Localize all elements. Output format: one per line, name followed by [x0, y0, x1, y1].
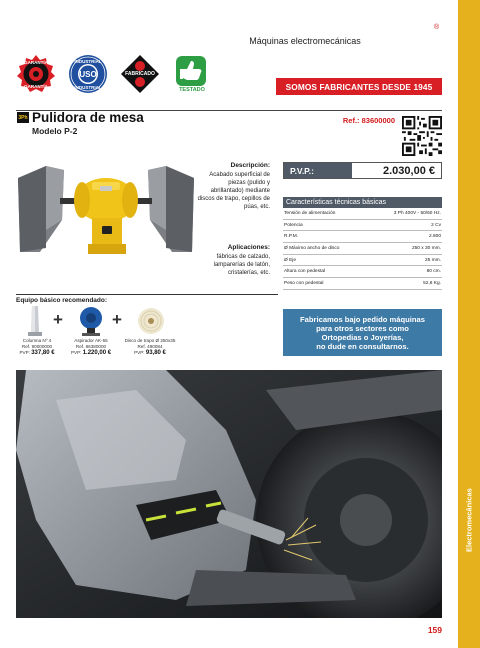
brand-tag: 3Ph: [17, 112, 29, 123]
spec-row: [283, 231, 442, 243]
description-heading: Descripción:: [230, 162, 270, 169]
uso-industrial-badge: [68, 54, 108, 94]
spec-row: [283, 243, 442, 255]
plus-icon: +: [53, 310, 63, 329]
equipment-item: [64, 338, 118, 356]
section-title: Máquinas electromecánicas: [249, 36, 361, 46]
spec-row: [283, 255, 442, 267]
equipment-item-name: Columna Nº 4: [22, 338, 52, 343]
description-text: Acabado superficial de piezas (pulido y abrillantado) mediante discos de trapo, cepillos de púas, etc.: [197, 172, 270, 210]
equipment-item-name: Aspirador AK-55: [74, 338, 108, 343]
equipment-item-name: Disco de trapo Ø 250x35: [124, 338, 176, 343]
equipment-item-price-label: PVP:: [70, 350, 82, 355]
polishing-photo: [16, 370, 442, 618]
specs-heading: Características técnicas básicas: [283, 197, 442, 208]
testado-badge: [172, 54, 212, 94]
uso-bottom-label: INDUSTRIAL: [74, 85, 102, 90]
applications-text: fábricas de calzado, lamparerías de latón, cristalerías, etc.: [213, 254, 270, 276]
aspirator-image: [78, 306, 104, 336]
spec-label: Ø Eje: [284, 257, 296, 263]
plus-icon: +: [112, 310, 122, 329]
uso-center-label: USO: [79, 70, 97, 79]
spec-row: [283, 208, 442, 220]
equipment-item-ref: Ref. 90000000: [21, 344, 53, 349]
equipment-item-price-label: PVP:: [19, 350, 30, 355]
spec-row: [283, 220, 442, 232]
spec-row: [283, 266, 442, 278]
equipment-divider: [16, 294, 278, 295]
equipment-heading: Equipo básico recomendado:: [16, 297, 108, 304]
price-label: P.V.P.:: [284, 163, 352, 178]
spec-label: Ø Máximo ancho de disco: [284, 245, 340, 251]
applications-heading: Aplicaciones:: [227, 244, 270, 251]
garantia-badge: [16, 54, 56, 94]
custom-order-callout: [283, 309, 442, 356]
product-model: Modelo P-2: [32, 126, 78, 136]
spec-label: Altura con pedestal: [284, 269, 326, 275]
side-tab-label: Electromecánicas: [464, 488, 474, 552]
spec-value: 52,6 Kg.: [423, 280, 441, 286]
specs-table: [283, 208, 442, 290]
spec-label: Potencia: [284, 222, 303, 228]
spec-value: 2.800: [428, 234, 441, 240]
uso-top-label: INDUSTRIAL: [74, 59, 102, 64]
equipment-item-price-label: PVP:: [134, 350, 145, 355]
garantia-bottom-label: GARANTÍA: [24, 84, 48, 89]
spec-label: Peso con pedestal: [284, 280, 324, 286]
spec-value: 25 mm.: [425, 257, 441, 263]
fabricado-badge: [120, 54, 160, 94]
equipment-item: [122, 338, 178, 356]
equipment-item-ref: Ref. 86380000: [75, 344, 107, 349]
equipment-item-price: 1.220,00 €: [82, 350, 112, 356]
testado-label: TESTADO: [179, 87, 205, 93]
price-box: [283, 162, 442, 179]
equipment-item: [14, 338, 60, 356]
spec-value: 250 x 30 mm.: [411, 245, 441, 251]
equipment-item-price: 337,80 €: [31, 350, 55, 356]
callout-line: Fabricamos bajo pedido máquinas: [300, 314, 425, 324]
callout-line: para otros sectores como: [316, 323, 409, 333]
garantia-top-label: GARANTÍA: [24, 60, 48, 65]
registered-mark: ®: [434, 24, 440, 31]
equipment-item-ref: Ref. 490084: [137, 344, 163, 349]
equipment-item-price: 93,80 €: [145, 350, 166, 356]
spec-value: 80 cm.: [426, 269, 441, 275]
price-value: 2.030,00 €: [383, 164, 435, 177]
bench-polisher-image: [16, 160, 196, 280]
spec-label: Tensión de alimentación: [284, 210, 336, 216]
callout-line: Ortopedias o Joyerías,: [321, 332, 404, 342]
qr-code-icon[interactable]: [402, 116, 442, 156]
spec-value: 2 Cv: [431, 222, 441, 228]
cloth-disc-image: [137, 306, 165, 336]
manufacturer-banner: SOMOS FABRICANTES DESDE 1945: [276, 78, 442, 95]
column-image: [26, 306, 44, 336]
spec-row: [283, 278, 442, 290]
product-ref: Ref.: 83600000: [342, 116, 395, 125]
callout-line: no dude en consultarnos.: [316, 341, 409, 351]
page-number: 159: [427, 625, 442, 635]
spec-value: 3 Ph 400V - 50/60 Hz.: [393, 210, 441, 216]
fabricado-label: FABRICADO: [125, 71, 155, 77]
product-title: Pulidora de mesa: [32, 110, 144, 125]
spec-label: R.P.M.: [284, 234, 299, 240]
